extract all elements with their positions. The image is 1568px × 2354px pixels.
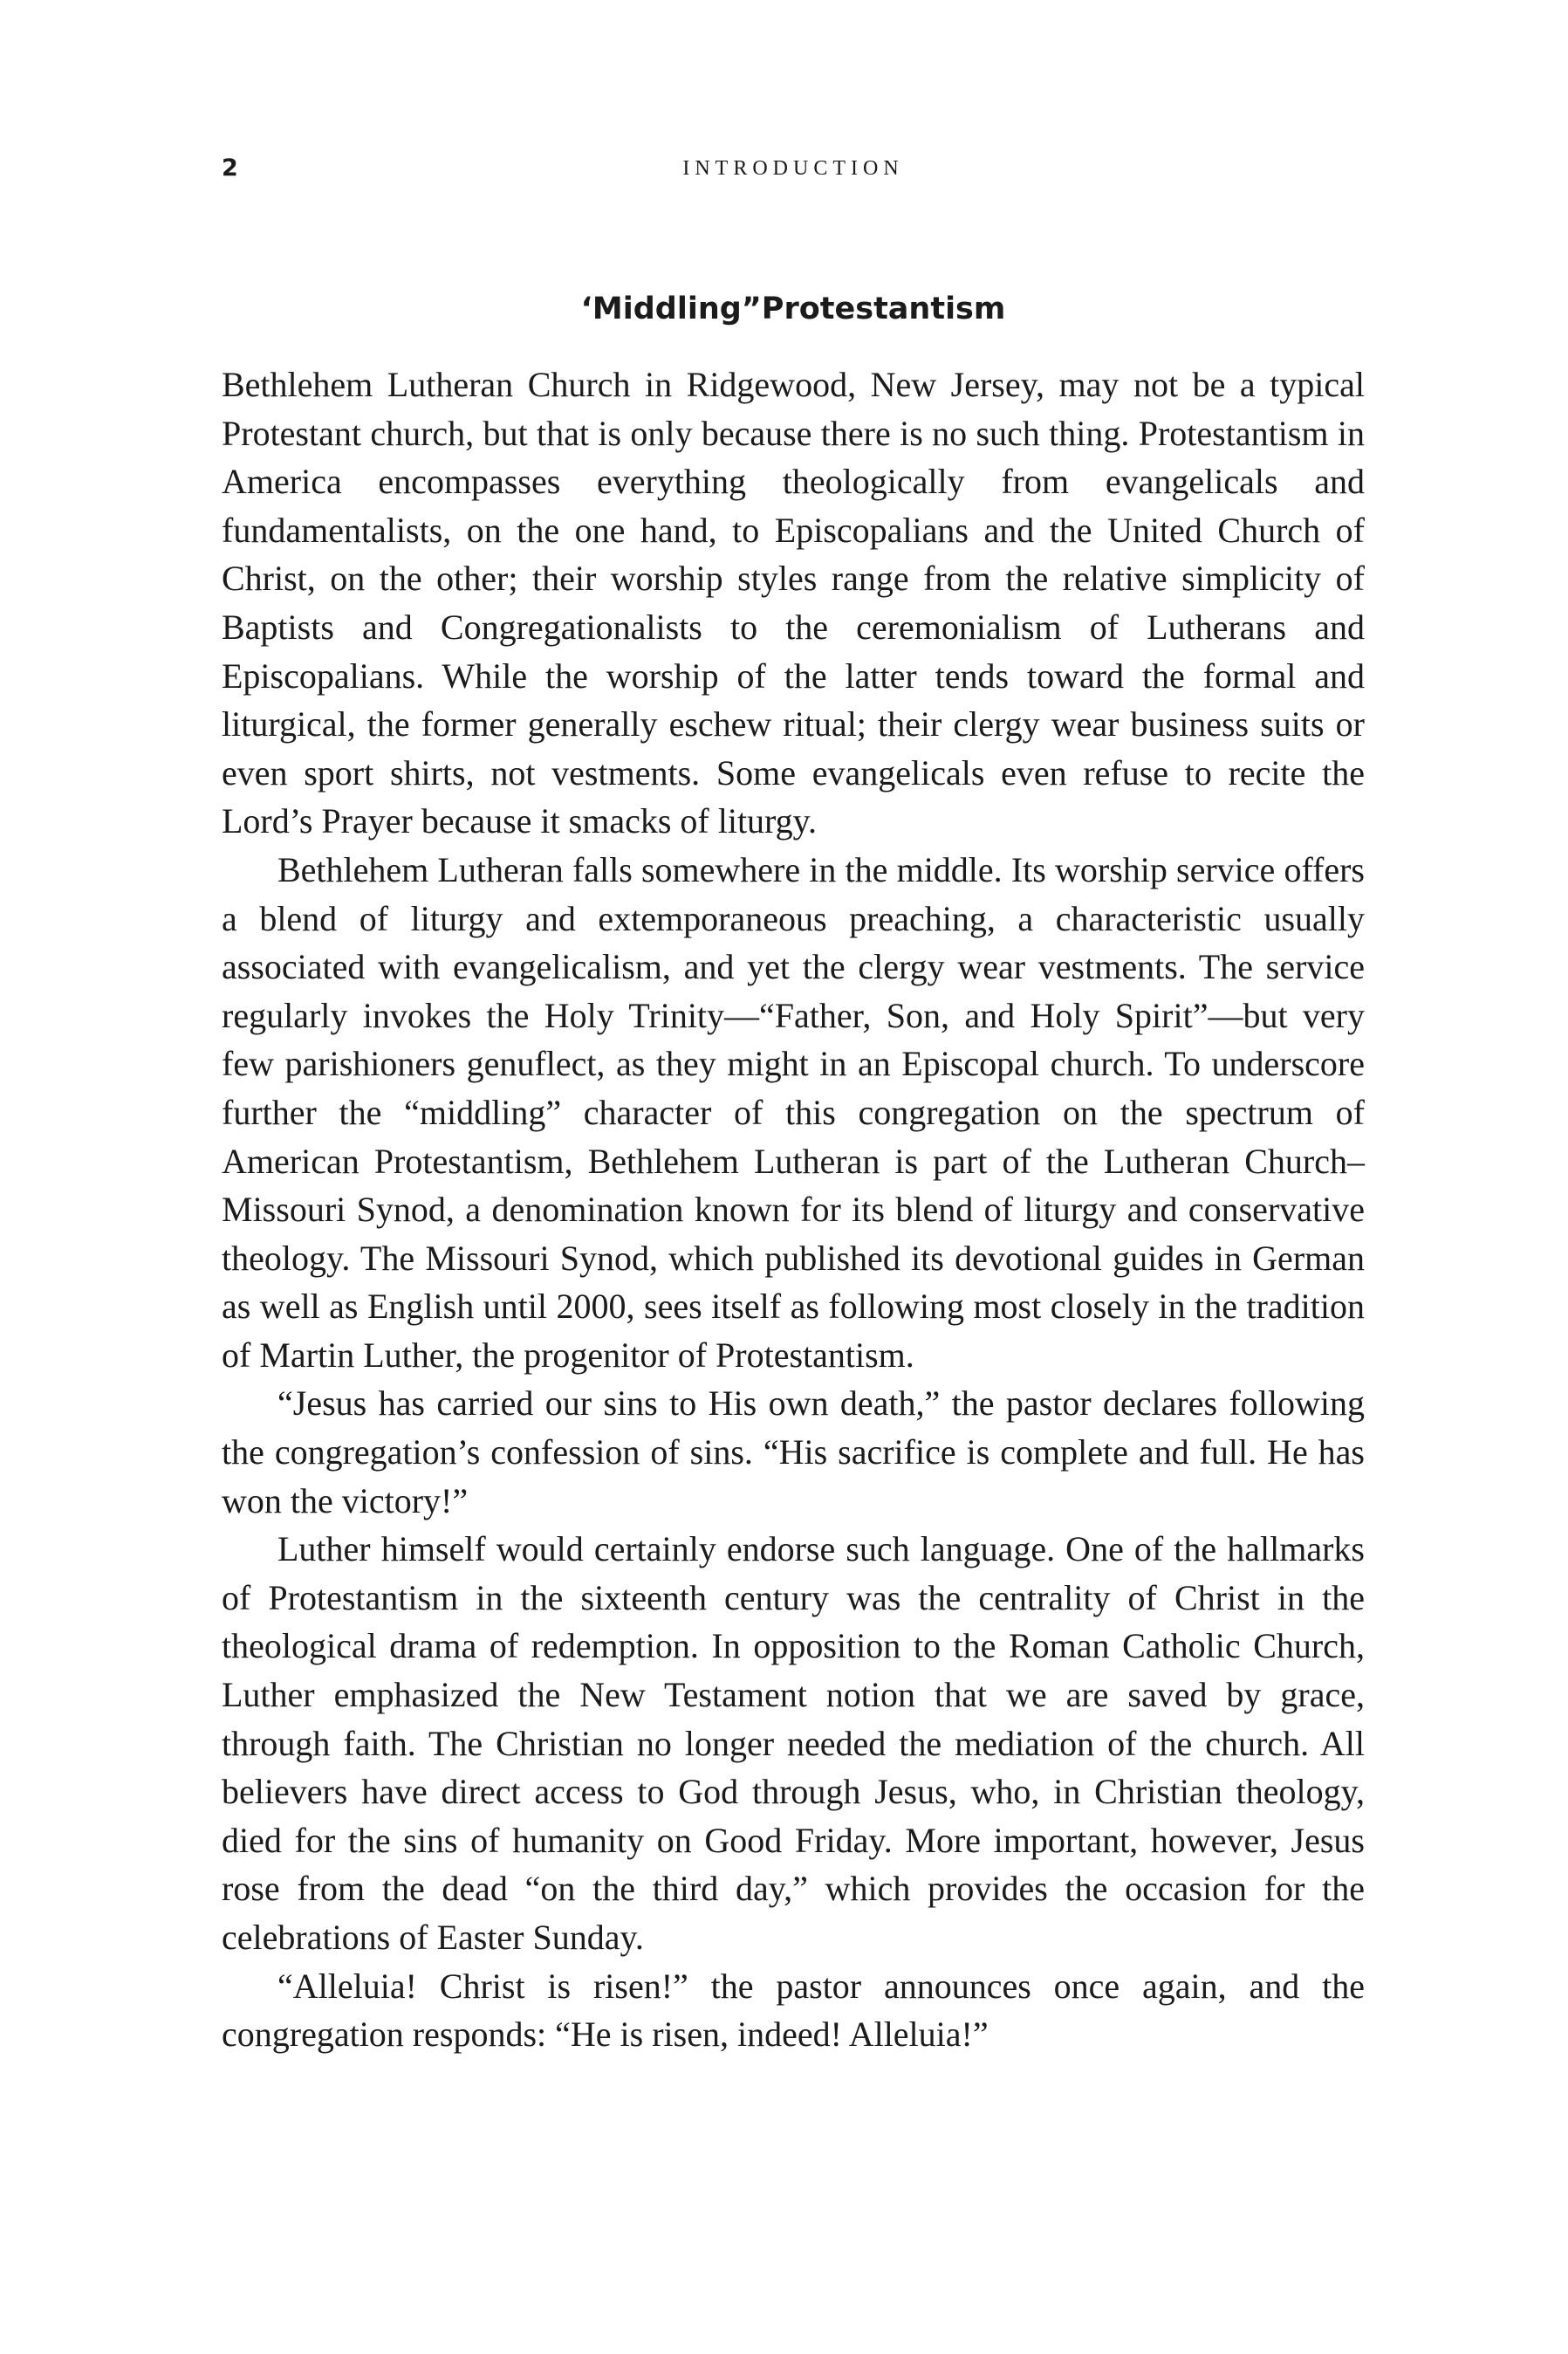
paragraph: “Jesus has carried our sins to His own death,” the pastor declares following the congregation’s confession of sins. “His sacrifice is complete and full. He has won the victory!”: [222, 1383, 1365, 1520]
paragraph: Bethlehem Lutheran falls somewhere in the middle. Its worship service offers a blend of liturgy and extemporaneous preaching, a characteristic usually associated with evangelicalism, and yet the clergy wear vestments. The service regularly invokes the Holy Trinity—“Father, Son, and Holy Spirit”—but very few parishioners genuflect, as they might in an Episcopal church. To underscore further the “middling” character of this congregation on the spectrum of American Protestantism, Bethlehem Lutheran is part of the Lutheran Church–Missouri Synod, a denomination known for its blend of liturgy and conservative theology. The Missouri Synod, which published its devotional guides in German as well as English until 2000, sees itself as following most closely in the tradition of Martin Luther, the progenitor of Protestantism.: [222, 849, 1365, 1375]
paragraph: Luther himself would certainly endorse such language. One of the hallmarks of Protestantism in the sixteenth century was the centrality of Christ in the theological drama of redemption. In opposition to the Roman Catholic Church, Luther emphasized the New Testament notion that we are saved by grace, through faith. The Christian no longer needed the mediation of the church. All believers have direct access to God through Jesus, who, in Christian theology, died for the sins of humanity on Good Friday. More important, however, Jesus rose from the dead “on the third day,” which provides the occasion for the celebrations of Easter Sunday.: [222, 1529, 1365, 1957]
body-text: [222, 360, 1365, 2059]
book-page: [222, 0, 1365, 2354]
running-title: INTRODUCTION: [682, 157, 904, 180]
page-number: 2: [222, 154, 238, 182]
running-head: [222, 154, 1365, 189]
paragraph: “Alleluia! Christ is risen!” the pastor announces once again, and the congregation responds: “He is risen, indeed! Alleluia!”: [222, 1966, 1365, 2055]
paragraph: Bethlehem Lutheran Church in Ridgewood, New Jersey, may not be a typical Protestant church, but that is only because there is no such thing. Protestantism in America encompasses everything theologically from evangelicals and fundamentalists, on the one hand, to Episcopalians and the United Church of Christ, on the other; their worship styles range from the relative simplicity of Baptists and Congregationalists to the ceremonialism of Lutherans and Episcopalians. While the worship of the latter tends toward the formal and liturgical, the former generally eschew ritual; their clergy wear business suits or even sport shirts, not vestments. Some evangelicals even refuse to recite the Lord’s Prayer because it smacks of liturgy.: [222, 365, 1365, 841]
section-heading: ‘Middling”Protestantism: [580, 292, 1006, 327]
